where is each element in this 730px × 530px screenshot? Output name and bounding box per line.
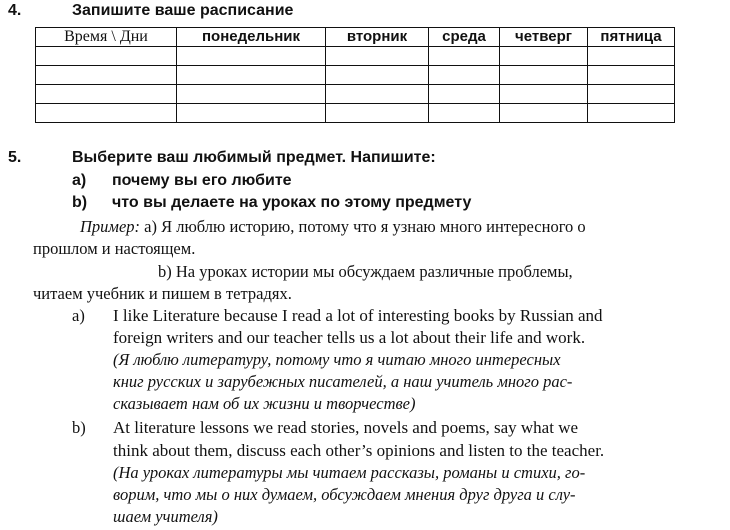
task5-item-b-text: что вы делаете на уроках по этому предмету: [112, 194, 472, 211]
table-row: [36, 47, 675, 66]
answer-b-en-2: think about them, discuss each other’s opinions and listen to the teacher.: [113, 441, 605, 460]
task5-item-b-marker: b): [72, 194, 88, 211]
example-label: Пример:: [80, 217, 141, 236]
task5-number: 5.: [8, 149, 22, 166]
example-line-3: b) На уроках истории мы обсуждаем различные проблемы,: [158, 262, 573, 281]
answer-a-ru-3: сказывает нам об их жизни и творчестве): [113, 394, 416, 413]
table-row: [36, 85, 675, 104]
schedule-header-row: [36, 28, 675, 47]
header-friday: пятница: [588, 28, 675, 47]
answer-a-marker: a): [72, 306, 85, 325]
example-line-2: прошлом и настоящем.: [33, 239, 196, 258]
table-row: [36, 104, 675, 123]
example-text-1: а) Я люблю историю, потому что я узнаю много интересного о: [144, 217, 586, 236]
answer-b-ru-1: (На уроках литературы мы читаем рассказы, романы и стихи, го-: [113, 463, 586, 482]
answer-b-ru-3: шаем учителя): [113, 507, 218, 526]
task5-title: Выберите ваш любимый предмет. Напишите:: [72, 149, 436, 166]
header-monday: понедельник: [177, 28, 326, 47]
example-line-1: [80, 216, 586, 238]
task5-item-a-text: почему вы его любите: [112, 172, 292, 189]
table-row: [36, 66, 675, 85]
answer-a-en-2: foreign writers and our teacher tells us a lot about their life and work.: [113, 328, 586, 347]
schedule-table: [35, 27, 675, 123]
task5-item-a-marker: a): [72, 172, 87, 189]
answer-b-ru-2: ворим, что мы о них думаем, обсуждаем мнения друг друга и слу-: [113, 485, 576, 504]
header-thursday: четверг: [500, 28, 588, 47]
header-tuesday: вторник: [326, 28, 429, 47]
answer-b-marker: b): [72, 418, 86, 437]
answer-b-en-1: At literature lessons we read stories, novels and poems, say what we: [113, 418, 579, 437]
answer-a-ru-2: книг русских и зарубежных писателей, а наш учитель много рас-: [113, 372, 573, 391]
answer-a-en-1: I like Literature because I read a lot of interesting books by Russian and: [113, 306, 603, 325]
task4-number: 4.: [8, 2, 22, 19]
header-wednesday: среда: [429, 28, 500, 47]
task4-title: Запишите ваше расписание: [72, 2, 294, 19]
example-line-4: читаем учебник и пишем в тетрадях.: [33, 284, 292, 303]
answer-a-ru-1: (Я люблю литературу, потому что я читаю много интересных: [113, 350, 561, 369]
header-time-days: Время \ Дни: [36, 28, 177, 47]
